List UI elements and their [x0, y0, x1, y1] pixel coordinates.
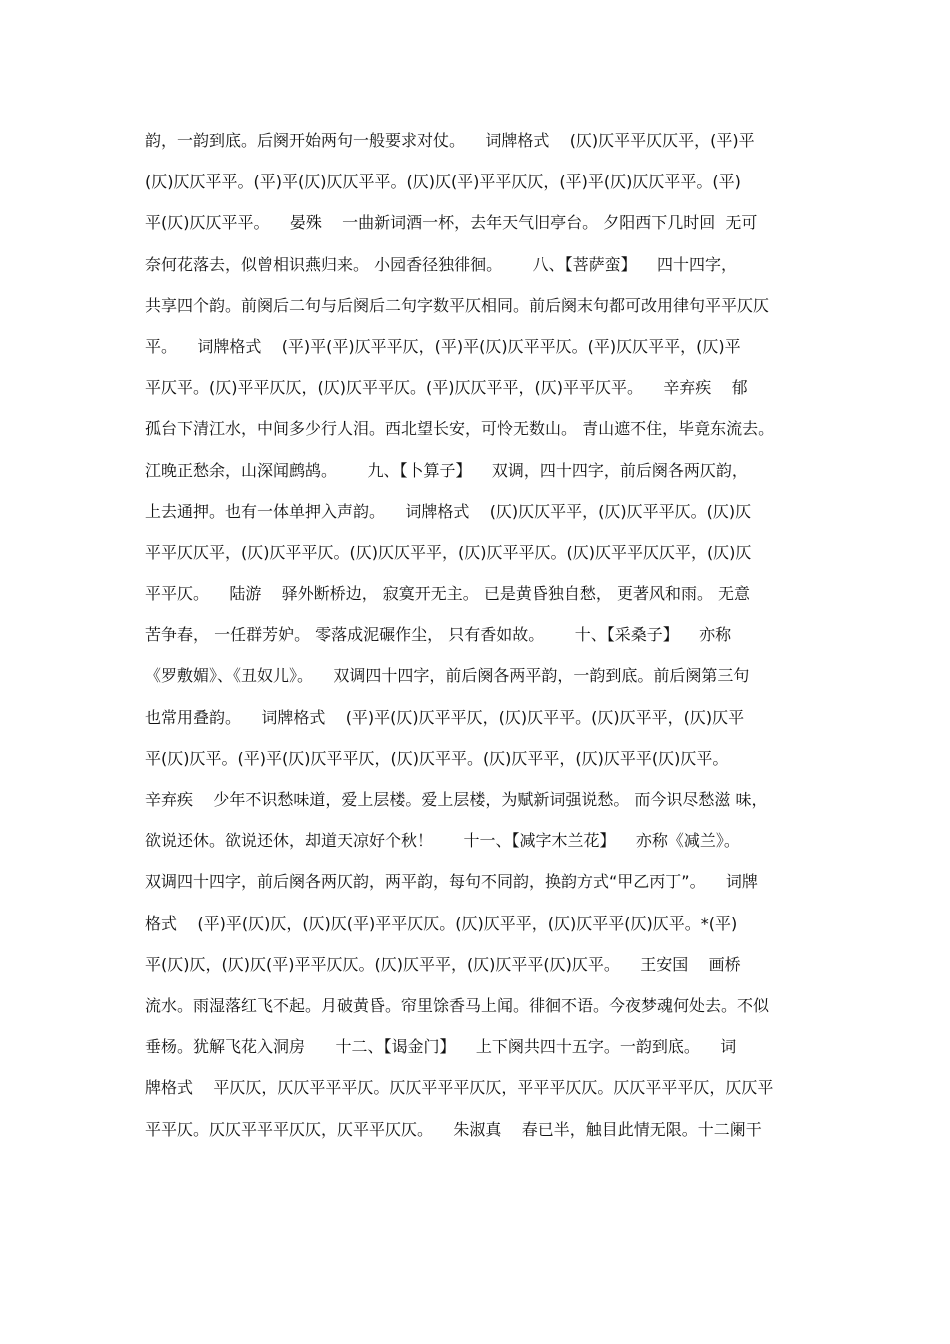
- text-line: 双调四十四字，前后阕各两仄韵，两平韵，每句不同韵，换韵方式“甲乙丙丁”。 词牌: [145, 872, 758, 892]
- text-line: 苦争春， 一任群芳妒。 零落成泥碾作尘， 只有香如故。 十、【采桑子】 亦称: [145, 625, 732, 645]
- text-line: 辛弃疾 少年不识愁味道，爱上层楼。爱上层楼，为赋新词强说愁。 而今识尽愁滋 味，: [145, 790, 768, 809]
- text-line: 平。 词牌格式 (平)平(平)仄平平仄，(平)平(仄)仄平平仄。(平)仄仄平平，(仄)平: [145, 336, 741, 356]
- text-line: 垂杨。犹解飞花入洞房 十二、【谒金门】 上下阕共四十五字。一韵到底。 词: [145, 1037, 737, 1057]
- text-line: 平平仄。 陆游 驿外断桥边， 寂寞开无主。 已是黄昏独自愁， 更著风和雨。 无意: [145, 584, 751, 604]
- text-line: 流水。雨湿落红飞不起。月破黄昏。帘里馀香马上闻。徘徊不语。今夜梦魂何处去。不似: [145, 995, 770, 1015]
- text-line: 韵，一韵到底。后阕开始两句一般要求对仗。 词牌格式 (仄)仄平平仄仄平，(平)平: [145, 131, 755, 150]
- text-line: 也常用叠韵。 词牌格式 (平)平(仄)仄平平仄，(仄)仄平平。(仄)仄平平，(仄)仄平: [145, 707, 745, 727]
- text-line: 平(仄)仄，(仄)仄(平)平平仄仄。(仄)仄平平，(仄)仄平平(仄)仄平。 王安国 画桥: [145, 954, 741, 974]
- text-line: 江晚正愁余，山深闻鹧鸪。 九、【卜算子】 双调，四十四字，前后阕各两仄韵，: [145, 460, 748, 480]
- text-line: 平仄平。(仄)平平仄仄，(仄)仄平平仄。(平)仄仄平平，(仄)平平仄平。 辛弃疾 郁: [145, 378, 748, 398]
- text-line: 上去通押。也有一体单押入声韵。 词牌格式 (仄)仄仄平平，(仄)仄平平仄。(仄)仄: [145, 501, 752, 521]
- text-line: 欲说还休。欲说还休，却道天凉好个秋！ 十一、【减字木兰花】 亦称《减兰》。: [145, 831, 740, 851]
- text-line: 平(仄)仄平。(平)平(仄)仄平平仄，(仄)仄平平。(仄)仄平平，(仄)仄平平(仄)仄平。: [145, 748, 729, 768]
- text-line: (仄)仄仄平平。(平)平(仄)仄仄平平。(仄)仄(平)平平仄仄，(平)平(仄)仄仄平平。(平): [145, 172, 741, 192]
- text-line: 平(仄)仄仄平平。 晏殊 一曲新词酒一杯，去年天气旧亭台。 夕阳西下几时回 无可: [145, 213, 758, 233]
- body-text: [145, 120, 815, 1150]
- text-line: 牌格式 平仄仄，仄仄平平平仄。仄仄平平平仄仄，平平平仄仄。仄仄平平平仄，仄仄平: [145, 1078, 774, 1098]
- text-line: 平平仄仄平，(仄)仄平平仄。(仄)仄仄平平，(仄)仄平平仄。(仄)仄平平仄仄平，(仄)仄: [145, 542, 752, 562]
- text-line: 《罗敷媚》、《丑奴儿》。 双调四十四字，前后阕各两平韵，一韵到底。前后阕第三句: [145, 666, 750, 686]
- text-line: 格式 (平)平(仄)仄，(仄)仄(平)平平仄仄。(仄)仄平平，(仄)仄平平(仄)仄平。*(平): [145, 913, 738, 933]
- text-line: 孤台下清江水，中间多少行人泪。西北望长安，可怜无数山。 青山遮不住，毕竟东流去。: [145, 419, 775, 439]
- text-line: 共享四个韵。前阕后二句与后阕后二句字数平仄相同。前后阕末句都可改用律句平平仄仄: [145, 295, 770, 315]
- text-line: 奈何花落去，似曾相识燕归来。 小园香径独徘徊。 八、【菩萨蛮】 四十四字，: [145, 254, 737, 274]
- text-line: 平平仄。仄仄平平平仄仄，仄平平仄仄。 朱淑真 春已半，触目此情无限。十二阑干: [145, 1119, 762, 1139]
